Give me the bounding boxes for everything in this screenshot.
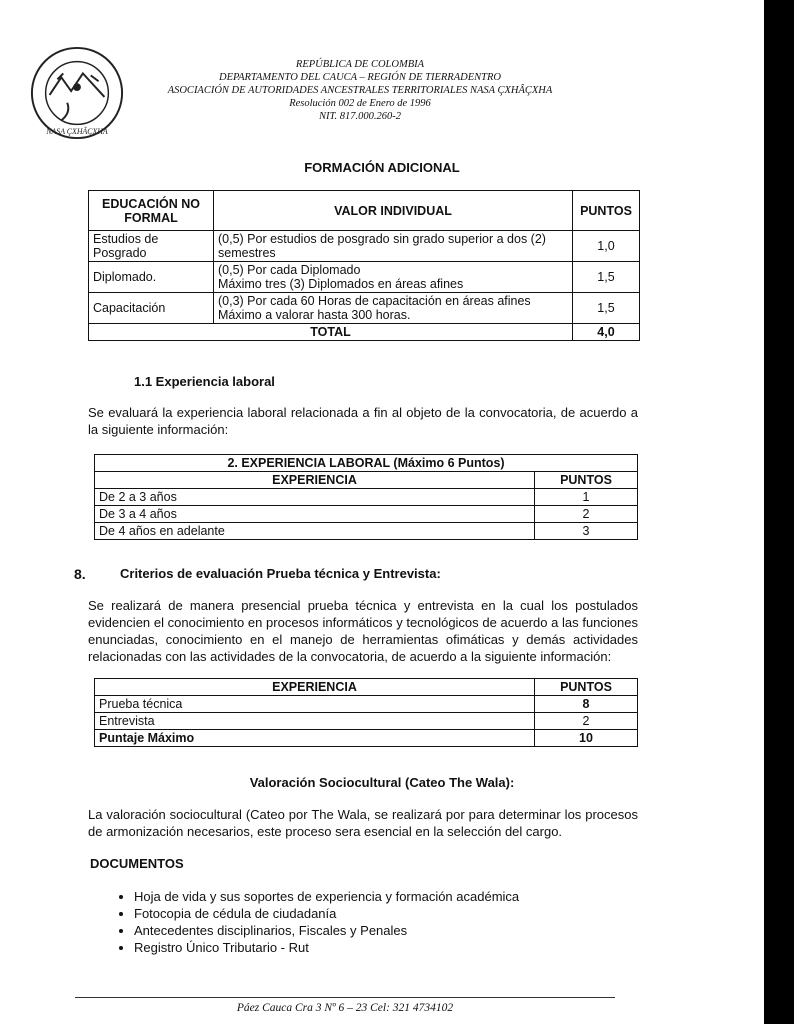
criterios-heading: Criterios de evaluación Prueba técnica y Entrevista: <box>120 566 441 581</box>
list-item: • Antecedentes disciplinarios, Fiscales y Penales <box>134 922 519 939</box>
row-points: 1 <box>535 489 638 506</box>
footer-address: Páez Cauca Cra 3 Nº 6 – 23 Cel: 321 4734102 <box>236 1002 454 1014</box>
table-row <box>95 506 638 523</box>
valoracion-heading: Valoración Sociocultural (Cateo The Wala): <box>249 775 515 790</box>
table-row <box>95 713 638 730</box>
row-label: De 3 a 4 años <box>95 506 535 523</box>
header-line-5: NIT. 817.000.260-2 <box>318 111 402 122</box>
header-line-1: REPÚBLICA DE COLOMBIA <box>295 59 425 70</box>
table-row <box>95 489 638 506</box>
formacion-header-points: PUNTOS <box>573 191 640 231</box>
documentos-heading: DOCUMENTOS <box>90 856 184 871</box>
criterios-paragraph: Se realizará de manera presencial prueba técnica y entrevista en la cual los postulados evidencien el conocimiento en procesos informáticos y tecnológicos de acuerdo a las funciones enunciadas, conocimiento en el manejo de herramientas ofimáticas y demás actividades relacionadas con las actividades de la convocatoria, de acuerdo a la siguiente información: <box>88 598 638 664</box>
row-label: De 2 a 3 años <box>95 489 535 506</box>
row-value: (0,5) Por estudios de posgrado sin grado superior a dos (2) semestres <box>214 231 573 262</box>
table-row <box>89 293 640 324</box>
experiencia-header-points: PUNTOS <box>535 472 638 489</box>
experiencia-paragraph: Se evaluará la experiencia laboral relacionada a fin al objeto de la convocatoria, de acuerdo a la siguiente información: <box>88 405 638 437</box>
row-label: Entrevista <box>95 713 535 730</box>
header-line-2: DEPARTAMENTO DEL CAUCA – REGIÓN DE TIERRADENTRO <box>219 72 501 83</box>
experiencia-heading: 1.1 Experiencia laboral <box>134 374 275 389</box>
row-label: Capacitación <box>89 293 214 324</box>
table-row <box>95 696 638 713</box>
letterhead <box>150 58 570 123</box>
row-points: 1,5 <box>573 262 640 293</box>
row-value: (0,3) Por cada 60 Horas de capacitación en áreas afines Máximo a valorar hasta 300 horas. <box>214 293 573 324</box>
valoracion-paragraph: La valoración sociocultural (Cateo por The Wala, se realizará por para determinar los procesos de armonización necesarios, este proceso sera esencial en la selección del cargo. <box>88 807 638 839</box>
row-points: 2 <box>535 506 638 523</box>
row-label: Diplomado. <box>89 262 214 293</box>
scan-edge-bar <box>764 0 794 1024</box>
experiencia-table <box>94 454 638 540</box>
total-value: 4,0 <box>573 324 640 341</box>
header-line-3: ASOCIACIÓN DE AUTORIDADES ANCESTRALES TERRITORIALES NASA ÇXHÂÇXHA <box>167 85 553 96</box>
row-points: 2 <box>535 713 638 730</box>
row-points: 8 <box>535 696 638 713</box>
row-points: 1,0 <box>573 231 640 262</box>
row-label: Puntaje Máximo <box>95 730 535 747</box>
row-value: (0,5) Por cada Diplomado Máximo tres (3) Diplomados en áreas afines <box>214 262 573 293</box>
documentos-list <box>98 888 519 956</box>
formacion-title: FORMACIÓN ADICIONAL <box>304 160 460 175</box>
row-points: 1,5 <box>573 293 640 324</box>
association-logo <box>28 44 126 142</box>
total-row <box>89 324 640 341</box>
list-item: • Registro Único Tributario - Rut <box>134 939 519 956</box>
list-item: • Fotocopia de cédula de ciudadanía <box>134 905 519 922</box>
table-row <box>95 523 638 540</box>
header-line-4: Resolución 002 de Enero de 1996 <box>289 98 431 109</box>
list-item: • Hoja de vida y sus soportes de experiencia y formación académica <box>134 888 519 905</box>
criterios-number: 8. <box>74 566 86 582</box>
row-label: Prueba técnica <box>95 696 535 713</box>
footer-divider <box>75 997 615 998</box>
logo-text: NASA ÇXHÂÇXHA <box>46 127 108 137</box>
total-label: TOTAL <box>89 324 573 341</box>
formacion-header-value: VALOR INDIVIDUAL <box>214 191 573 231</box>
row-label: De 4 años en adelante <box>95 523 535 540</box>
criterios-header-points: PUNTOS <box>535 679 638 696</box>
table-row <box>95 730 638 747</box>
table-row <box>89 262 640 293</box>
experiencia-header-exp: EXPERIENCIA <box>95 472 535 489</box>
row-label: Estudios de Posgrado <box>89 231 214 262</box>
criterios-table <box>94 678 638 747</box>
row-points: 10 <box>535 730 638 747</box>
row-points: 3 <box>535 523 638 540</box>
formacion-table <box>88 190 640 341</box>
table-row <box>89 231 640 262</box>
formacion-header-education: EDUCACIÓN NO FORMAL <box>89 191 214 231</box>
experiencia-table-title: 2. EXPERIENCIA LABORAL (Máximo 6 Puntos) <box>95 455 638 472</box>
criterios-header-exp: EXPERIENCIA <box>95 679 535 696</box>
